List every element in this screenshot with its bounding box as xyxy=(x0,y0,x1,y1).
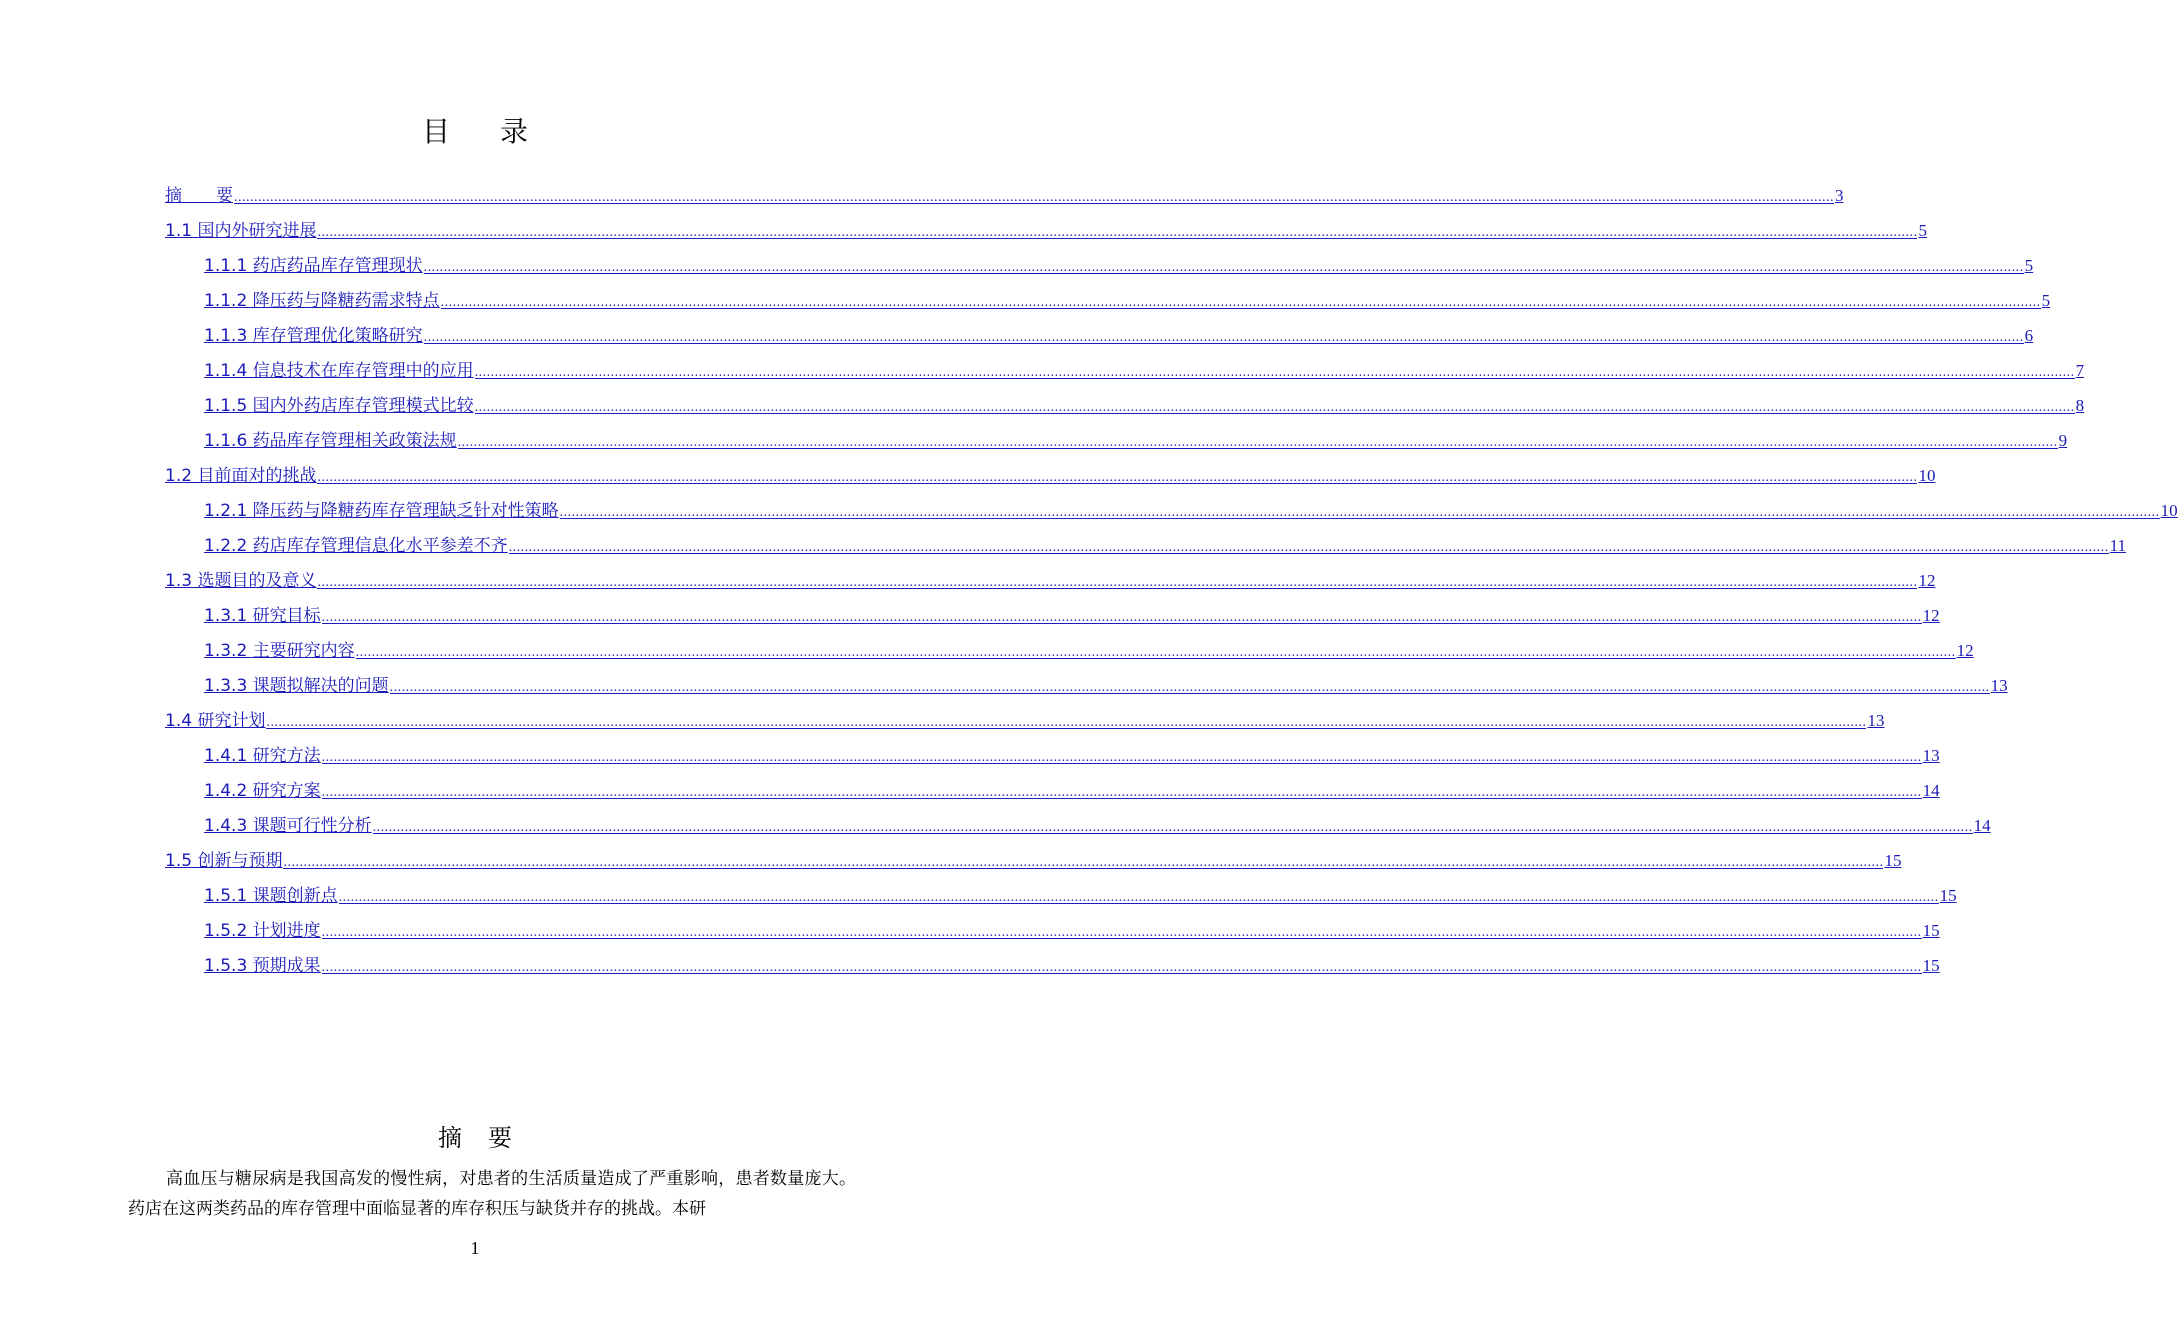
toc-entry-page: 5 xyxy=(2024,256,2034,275)
toc-entry[interactable] xyxy=(204,534,2127,558)
toc-entry-page: 13 xyxy=(1867,711,1885,730)
toc-entry-page: 15 xyxy=(1922,921,1940,940)
toc-entry[interactable] xyxy=(204,359,2085,383)
toc-entry-label: 1.1.5 国内外药店库存管理模式比较 xyxy=(204,396,474,416)
toc-entry-label: 1.1 国内外研究进展 xyxy=(165,221,317,241)
toc-leader-dots: ................................................................................................................................................................................................................................................................................................................................................................................................................ xyxy=(356,641,1956,659)
toc-entry-page: 15 xyxy=(1939,886,1957,905)
toc-entry-page: 6 xyxy=(2024,326,2034,345)
toc-entry[interactable] xyxy=(204,919,1940,943)
toc-entry-label: 1.4 研究计划 xyxy=(165,711,266,731)
toc-leader-dots: ................................................................................................................................................................................................................................................................................................................................................................................................................ xyxy=(266,711,1866,729)
toc-entry-page: 15 xyxy=(1922,956,1940,975)
toc-entry[interactable] xyxy=(165,709,1885,733)
toc-leader-dots: ................................................................................................................................................................................................................................................................................................................................................................................................................ xyxy=(234,186,1834,204)
toc-entry-page: 5 xyxy=(1918,221,1927,240)
toc-entry[interactable] xyxy=(204,744,1940,768)
toc-entry-page: 10 xyxy=(2160,501,2178,520)
toc-entry-page: 14 xyxy=(1973,816,1991,835)
toc-leader-dots: ................................................................................................................................................................................................................................................................................................................................................................................................................ xyxy=(322,781,1922,799)
abstract-title: 摘要 xyxy=(438,1124,538,1152)
abstract-body: 高血压与糖尿病是我国高发的慢性病，对患者的生活质量造成了严重影响，患者数量庞大。药店在这两类药品的库存管理中面临显著的库存积压与缺货并存的挑战。本研 xyxy=(128,1169,856,1219)
toc-leader-dots: ................................................................................................................................................................................................................................................................................................................................................................................................................ xyxy=(373,816,1973,834)
toc-entry[interactable] xyxy=(165,569,1936,593)
toc-entry-page: 11 xyxy=(2109,536,2127,555)
toc-leader-dots: ................................................................................................................................................................................................................................................................................................................................................................................................................ xyxy=(458,431,2058,449)
toc-entry[interactable] xyxy=(204,499,2178,523)
toc-entry[interactable] xyxy=(165,219,1927,243)
toc-leader-dots: ................................................................................................................................................................................................................................................................................................................................................................................................................ xyxy=(322,921,1922,939)
toc-leader-dots: ................................................................................................................................................................................................................................................................................................................................................................................................................ xyxy=(509,536,2109,554)
toc-entry-label: 1.5.2 计划进度 xyxy=(204,921,321,941)
toc-entry-label: 1.4.1 研究方法 xyxy=(204,746,321,766)
toc-entry-page: 9 xyxy=(2058,431,2068,450)
toc-leader-dots: ................................................................................................................................................................................................................................................................................................................................................................................................................ xyxy=(560,501,2160,519)
toc-entry[interactable] xyxy=(204,324,2034,348)
toc-entry-label: 摘 要 xyxy=(165,186,233,206)
toc-entry-label: 1.1.6 药品库存管理相关政策法规 xyxy=(204,431,457,451)
toc-leader-dots: ................................................................................................................................................................................................................................................................................................................................................................................................................ xyxy=(317,571,1917,589)
toc-entry-label: 1.3 选题目的及意义 xyxy=(165,571,317,591)
toc-entry[interactable] xyxy=(204,254,2034,278)
toc-entry[interactable] xyxy=(204,429,2068,453)
toc-entry-page: 10 xyxy=(1918,466,1936,485)
toc-leader-dots: ................................................................................................................................................................................................................................................................................................................................................................................................................ xyxy=(339,886,1939,904)
toc-leader-dots: ................................................................................................................................................................................................................................................................................................................................................................................................................ xyxy=(322,956,1922,974)
toc-entry-label: 1.5.1 课题创新点 xyxy=(204,886,338,906)
toc-entry[interactable] xyxy=(204,674,2008,698)
toc-entry-label: 1.2.2 药店库存管理信息化水平参差不齐 xyxy=(204,536,508,556)
toc-entry-label: 1.1.2 降压药与降糖药需求特点 xyxy=(204,291,440,311)
toc-entry[interactable] xyxy=(165,464,1936,488)
toc-entry[interactable] xyxy=(204,394,2085,418)
toc-entry[interactable] xyxy=(165,849,1902,873)
toc-entry-page: 8 xyxy=(2075,396,2085,415)
toc-entry[interactable] xyxy=(204,814,1991,838)
toc-entry[interactable] xyxy=(165,184,1844,208)
toc-entry-page: 12 xyxy=(1922,606,1940,625)
toc-entry-label: 1.1.3 库存管理优化策略研究 xyxy=(204,326,423,346)
toc-entry[interactable] xyxy=(204,779,1940,803)
toc-entry-label: 1.2 目前面对的挑战 xyxy=(165,466,317,486)
toc-entry[interactable] xyxy=(204,884,1957,908)
toc-entry-page: 13 xyxy=(1990,676,2008,695)
toc-leader-dots: ................................................................................................................................................................................................................................................................................................................................................................................................................ xyxy=(424,326,2024,344)
toc-entry-label: 1.2.1 降压药与降糖药库存管理缺乏针对性策略 xyxy=(204,501,559,521)
toc-entry-page: 7 xyxy=(2075,361,2085,380)
toc-leader-dots: ................................................................................................................................................................................................................................................................................................................................................................................................................ xyxy=(475,361,2075,379)
toc-leader-dots: ................................................................................................................................................................................................................................................................................................................................................................................................................ xyxy=(317,221,1917,239)
toc-entry-label: 1.5 创新与预期 xyxy=(165,851,283,871)
toc-entry-label: 1.3.1 研究目标 xyxy=(204,606,321,626)
toc-entry-label: 1.1.1 药店药品库存管理现状 xyxy=(204,256,423,276)
toc-entry-label: 1.3.3 课题拟解决的问题 xyxy=(204,676,389,696)
toc-entry-label: 1.3.2 主要研究内容 xyxy=(204,641,355,661)
toc-entry-label: 1.4.2 研究方案 xyxy=(204,781,321,801)
toc-entry[interactable] xyxy=(204,604,1940,628)
toc-title: 目录 xyxy=(421,115,578,148)
toc-leader-dots: ................................................................................................................................................................................................................................................................................................................................................................................................................ xyxy=(322,606,1922,624)
toc-leader-dots: ................................................................................................................................................................................................................................................................................................................................................................................................................ xyxy=(475,396,2075,414)
toc-entry-page: 14 xyxy=(1922,781,1940,800)
toc-entry[interactable] xyxy=(204,954,1940,978)
toc-entry-page: 13 xyxy=(1922,746,1940,765)
toc-entry-label: 1.1.4 信息技术在库存管理中的应用 xyxy=(204,361,474,381)
toc-entry-label: 1.4.3 课题可行性分析 xyxy=(204,816,372,836)
toc-entry[interactable] xyxy=(204,289,2051,313)
toc-leader-dots: ................................................................................................................................................................................................................................................................................................................................................................................................................ xyxy=(283,851,1883,869)
toc-entry-page: 15 xyxy=(1884,851,1902,870)
toc-entry-page: 5 xyxy=(2041,291,2051,310)
toc-leader-dots: ................................................................................................................................................................................................................................................................................................................................................................................................................ xyxy=(390,676,1990,694)
toc-leader-dots: ................................................................................................................................................................................................................................................................................................................................................................................................................ xyxy=(441,291,2041,309)
toc-entry-page: 3 xyxy=(1835,186,1844,205)
toc-entry-page: 12 xyxy=(1918,571,1936,590)
toc-entry-label: 1.5.3 预期成果 xyxy=(204,956,321,976)
toc-leader-dots: ................................................................................................................................................................................................................................................................................................................................................................................................................ xyxy=(322,746,1922,764)
toc-leader-dots: ................................................................................................................................................................................................................................................................................................................................................................................................................ xyxy=(317,466,1917,484)
page-number: 1 xyxy=(470,1238,480,1258)
toc-leader-dots: ................................................................................................................................................................................................................................................................................................................................................................................................................ xyxy=(424,256,2024,274)
toc-entry-page: 12 xyxy=(1956,641,1974,660)
toc-entry[interactable] xyxy=(204,639,1974,663)
